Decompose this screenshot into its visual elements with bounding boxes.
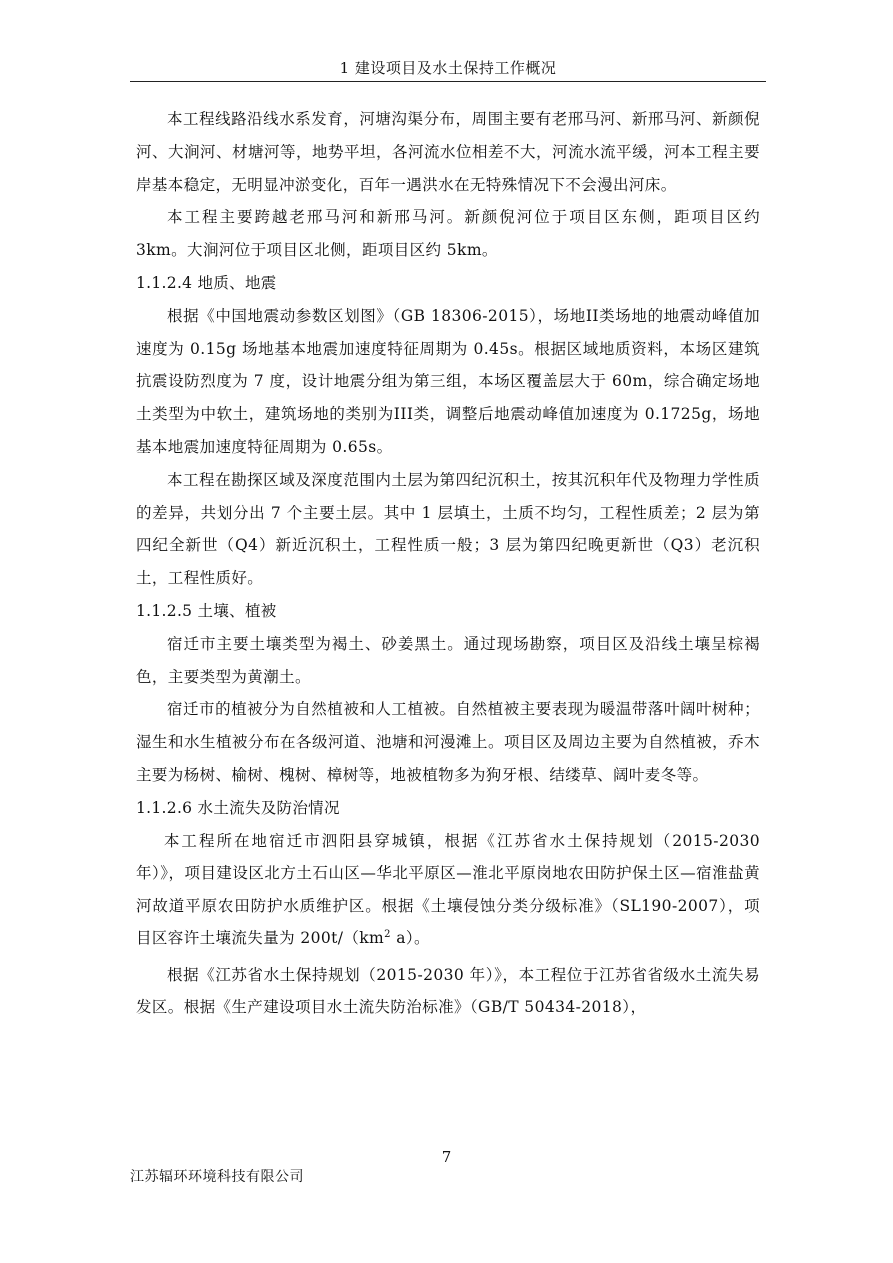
section-heading-erosion: 1.1.2.6 水土流失及防治情况	[136, 798, 340, 817]
paragraph-vegetation: 宿迁市的植被分为自然植被和人工植被。自然植被主要表现为暖温带落叶阔叶树种；湿生和水生植被分布在各级河道、池塘和河漫滩上。项目区及周边主要为自然植被，乔木主要为杨树、榆树、槐树、樟树等，地被植物多为狗牙根、结缕草、阔叶麦冬等。	[136, 700, 760, 784]
footer-company: 江苏辐环环境科技有限公司	[130, 1169, 304, 1185]
unit-superscript: 2	[384, 928, 391, 940]
section-heading-geology: 1.1.2.4 地质、地震	[136, 273, 277, 292]
paragraph-river-crossing: 本工程主要跨越老邢马河和新邢马河。新颜倪河位于项目区东侧，距项目区约 3km。大涧河位于项目区北侧，距项目区约 5km。	[136, 208, 760, 260]
header-divider	[130, 81, 766, 82]
paragraph-erosion-zoning	[136, 825, 760, 955]
page-header-title: 1 建设项目及水土保持工作概况	[339, 59, 557, 77]
paragraph-soil-types: 宿迁市主要土壤类型为褐土、砂姜黑土。通过现场勘察，项目区及沿线土壤呈棕褐色，主要类型为黄潮土。	[136, 634, 760, 686]
page-body	[136, 103, 760, 1024]
paragraph-erosion-prone-area: 根据《江苏省水土保持规划（2015-2030 年）》，本工程位于江苏省省级水土流失易发区。根据《生产建设项目水土流失防治标准》（GB/T 50434-2018），	[136, 965, 760, 1017]
erosion-zoning-tail: a）。	[390, 929, 430, 948]
paragraph-soil-layers: 本工程在勘探区域及深度范围内土层为第四纪沉积土，按其沉积年代及物理力学性质的差异，共划分出 7 个主要土层。其中 1 层填土，土质不均匀，工程性质差；2 层为第四纪全新世（Q4）新近沉积土，工程性质一般；3 层为第四纪晚更新世（Q3）老沉积土，工程性质好。	[136, 470, 760, 588]
paragraph-seismic: 根据《中国地震动参数区划图》（GB 18306-2015），场地II类场地的地震动峰值加速度为 0.15g 场地基本地震加速度特征周期为 0.45s。根据区域地质资料，本场区建筑抗震设防烈度为 7 度，设计地震分组为第三组，本场区覆盖层大于 60m，综合确定场地土类型为中软土，建筑场地的类别为III类，调整后地震动峰值加速度为 0.1725g，场地基本地震加速度特征周期为 0.65s。	[136, 306, 760, 456]
page-number: 7	[441, 1148, 452, 1166]
paragraph-river-system: 本工程线路沿线水系发育，河塘沟渠分布，周围主要有老邢马河、新邢马河、新颜倪河、大涧河、材塘河等，地势平坦，各河流水位相差不大，河流水流平缓，河本工程主要岸基本稳定，无明显冲淤变化，百年一遇洪水在无特殊情况下不会漫出河床。	[136, 110, 760, 194]
erosion-zoning-text: 本工程所在地宿迁市泗阳县穿城镇，根据《江苏省水土保持规划（2015-2030 年）》，项目建设区北方土石山区—华北平原区—淮北平原岗地农田防护保土区—宿淮盐黄河故道平原农田防护水质维护区。根据《土壤侵蚀分类分级标准》（SL190-2007），项目区容许土壤流失量为 200t/（km	[136, 831, 760, 948]
section-heading-soil-vegetation: 1.1.2.5 土壤、植被	[136, 601, 277, 620]
